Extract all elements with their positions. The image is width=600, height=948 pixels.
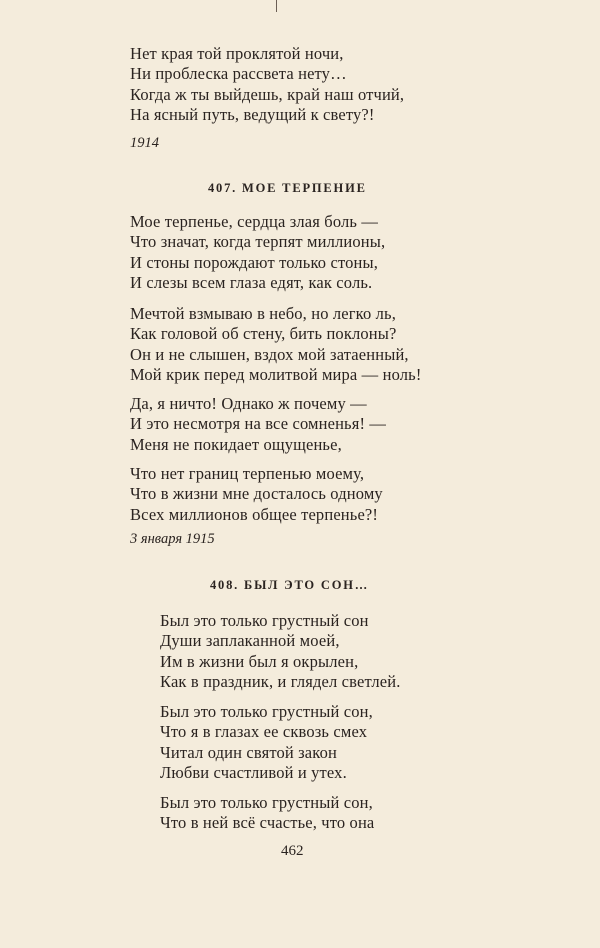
poem-line: Что нет границ терпенью моему,: [130, 464, 365, 483]
poem-line: Что в ней всё счастье, что она: [160, 813, 375, 833]
poem3-stanza-1: [160, 611, 401, 693]
poem-line: Как головой об стену, бить поклоны?: [130, 324, 397, 344]
poem3-title: 408. БЫЛ ЭТО СОН…: [210, 578, 370, 592]
poem-line: Им в жизни был я окрылен,: [160, 651, 359, 671]
poem2-stanza-4: [130, 464, 383, 525]
poem-line: Он и не слышен, вздох мой затаенный,: [130, 344, 409, 364]
poem-line: Был это только грустный сон: [160, 611, 369, 630]
poem1-stanza: [130, 44, 404, 126]
poem-line: Что значат, когда терпят миллионы,: [130, 232, 386, 252]
poem3-stanza-2: [160, 702, 373, 784]
poem-line: Был это только грустный сон,: [160, 793, 373, 812]
poem-line: Ни проблеска рассвета нету…: [130, 64, 347, 84]
poem2-stanza-1: [130, 212, 385, 294]
poem2-title: 407. МОЕ ТЕРПЕНИЕ: [208, 181, 367, 195]
poem-line: Когда ж ты выйдешь, край наш отчий,: [130, 84, 405, 104]
poem-line: Читал один святой закон: [160, 742, 337, 762]
poem-line: На ясный путь, ведущий к свету?!: [130, 105, 375, 125]
poem-line: И это несмотря на все сомненья! —: [130, 414, 387, 434]
poem-line: Да, я ничто! Однако ж почему —: [130, 394, 367, 413]
poem-line: Нет края той проклятой ночи,: [130, 44, 344, 63]
poem-line: Как в праздник, и глядел светлей.: [160, 672, 401, 692]
poem-line: И стоны порождают только стоны,: [130, 252, 378, 272]
poem2-date: 3 января 1915: [130, 531, 215, 547]
poem-line: Души заплаканной моей,: [160, 631, 340, 651]
poem-line: Любви счастливой и утех.: [160, 763, 347, 783]
poem-line: Мое терпенье, сердца злая боль —: [130, 212, 378, 231]
poem-line: Меня не покидает ощущенье,: [130, 434, 342, 454]
poem-line: И слезы всем глаза едят, как соль.: [130, 273, 373, 293]
poem2-stanza-3: [130, 394, 386, 455]
poem3-stanza-3: [160, 793, 374, 834]
poem-line: Мечтой взмываю в небо, но легко ль,: [130, 304, 396, 323]
poem1-date: 1914: [130, 135, 159, 151]
poem-line: Всех миллионов общее терпенье?!: [130, 504, 379, 524]
poem-line: Что я в глазах ее сквозь смех: [160, 722, 368, 742]
poem-line: Был это только грустный сон,: [160, 702, 373, 721]
poem-line: Что в жизни мне досталось одному: [130, 484, 383, 504]
poem-line: Мой крик перед молитвой мира — ноль!: [130, 365, 422, 385]
poem2-stanza-2: [130, 304, 421, 386]
page-edge-mark: [276, 0, 277, 12]
page-number: 462: [281, 843, 304, 859]
